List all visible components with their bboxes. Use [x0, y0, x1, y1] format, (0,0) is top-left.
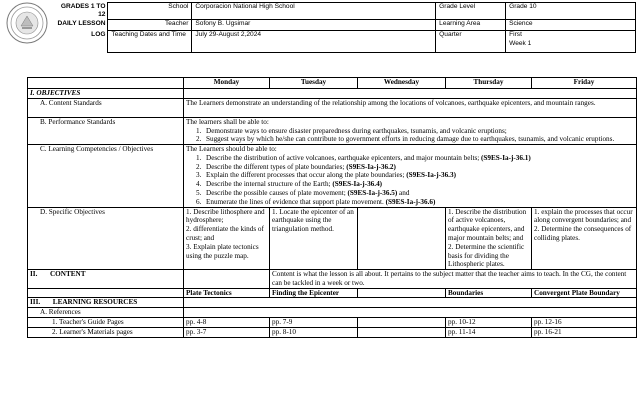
performance-standards-label: B. Performance Standards	[28, 117, 184, 144]
teacher-value: Sofony B. Ugsimar	[192, 20, 436, 31]
competencies-intro: The Learners should be able to:	[186, 145, 277, 154]
topic-wednesday	[358, 288, 446, 298]
teacher-label: Teacher	[108, 20, 192, 31]
day-header-monday: Monday	[184, 78, 270, 89]
topic-friday: Convergent Plate Boundary	[532, 288, 637, 298]
content-heading-blank	[184, 270, 270, 289]
dates-value: July 29-August 2,2024	[192, 31, 436, 53]
references-label: A. References	[28, 308, 184, 318]
competency-item: 5. Describe the possible causes of plate movement; (S9ES-Ia-j-36.5) and	[196, 189, 410, 198]
grade-level-value: Grade 10	[506, 3, 636, 20]
quarter-text: First	[509, 31, 522, 39]
objectives-heading-fill	[184, 89, 637, 99]
teachers-guide-monday: pp. 4-8	[184, 317, 270, 327]
day-header-tuesday: Tuesday	[270, 78, 358, 89]
learners-materials-tuesday: pp. 8-10	[270, 327, 358, 337]
competency-item: 4. Describe the internal structure of the Earth; (S9ES-Ia-j-36.4)	[196, 180, 383, 189]
competency-item: 2. Describe the different types of plate boundaries; (S9ES-Ia-j-36.2)	[196, 162, 396, 171]
dates-label: Teaching Dates and Time	[108, 31, 192, 53]
specific-objectives-label: D. Specific Objectives	[28, 207, 184, 269]
day-header-wednesday: Wednesday	[358, 78, 446, 89]
org-label: GRADES 1 TO 12	[60, 2, 106, 19]
quarter-label: Quarter	[436, 31, 506, 53]
teachers-guide-thursday: pp. 10-12	[446, 317, 532, 327]
performance-intro: The learners shall be able to:	[186, 117, 269, 126]
performance-item: 1. Demonstrate ways to ensure disaster preparedness during earthquakes, tsunamis, and volcanic eruptions;	[196, 126, 507, 135]
learners-materials-label: 2. Learner's Materials pages	[28, 327, 184, 337]
resources-heading-fill	[184, 298, 637, 308]
specific-objective-thursday: 1. Describe the distribution of active volcanoes, earthquake epicenters, and major mountain belts; and 2. Determine the scientific basis for dividing the Lithospheric plates.	[446, 207, 532, 269]
content-topics-blank	[28, 288, 184, 298]
competency-item: 3. Explain the different processes that occur along the plate boundaries; (S9ES-Ia-j-36.3)	[196, 171, 456, 180]
learners-materials-monday: pp. 3-7	[184, 327, 270, 337]
dll-header-table	[50, 2, 636, 53]
topic-monday: Plate Tectonics	[184, 288, 270, 298]
day-header-thursday: Thursday	[446, 78, 532, 89]
school-value: Corporacion National High School	[192, 3, 436, 20]
competencies-label: C. Learning Competencies / Objectives	[28, 145, 184, 207]
grade-level-label: Grade Level	[436, 3, 506, 20]
content-description: Content is what the lesson is all about. It pertains to the subject matter that the teacher aims to teach. In the CG, the content can be tackled in a week or two.	[270, 270, 637, 289]
content-standards-label: A. Content Standards	[28, 98, 184, 117]
topic-tuesday: Finding the Epicenter	[270, 288, 358, 298]
competencies-cell	[184, 145, 637, 207]
content-heading: II. CONTENT	[28, 270, 184, 289]
competency-item: 1. Describe the distribution of active volcanoes, earthquake epicenters, and major mountain belts; (S9ES-Ia-j-36.1)	[196, 153, 531, 162]
corner-cell	[28, 78, 184, 89]
learners-materials-friday: pp. 16-21	[532, 327, 637, 337]
teachers-guide-label: 1. Teacher's Guide Pages	[28, 317, 184, 327]
specific-objective-friday: 1. explain the processes that occur along convergent boundaries; and 2. Determine the consequences of colliding plates.	[532, 207, 637, 269]
objectives-heading: I. OBJECTIVES	[28, 89, 184, 99]
learning-area-label: Learning Area	[436, 20, 506, 31]
org-label-3: LOG	[91, 30, 106, 38]
dll-main-table	[27, 77, 637, 338]
day-header-friday: Friday	[532, 78, 637, 89]
table-row	[28, 317, 637, 327]
teachers-guide-wednesday	[358, 317, 446, 327]
deped-seal-logo	[6, 2, 48, 44]
specific-objective-tuesday: 1. Locate the epicenter of an earthquake using the triangulation method.	[270, 207, 358, 269]
quarter-value	[506, 31, 636, 53]
content-standards-text: The Learners demonstrate an understanding of the relationship among the locations of volcanoes, earthquake epicenters, and mountain ranges.	[184, 98, 637, 117]
resources-heading: III. LEARNING RESOURCES	[28, 298, 184, 308]
table-row	[28, 327, 637, 337]
learners-materials-wednesday	[358, 327, 446, 337]
specific-objective-monday: 1. Describe lithosphere and hydrosphere; 2. differentiate the kinds of crust; and 3. Explain plate tectonics using the puzzle map.	[184, 207, 270, 269]
school-label: School	[108, 3, 192, 20]
week-text: Week 1	[509, 39, 532, 47]
teachers-guide-tuesday: pp. 7-9	[270, 317, 358, 327]
specific-objective-wednesday	[358, 207, 446, 269]
performance-standards-cell	[184, 117, 637, 144]
performance-item: 2. Suggest ways by which he/she can contribute to government efforts in reducing damage due to earthquakes, tsunamis, and volcanic eruptions.	[196, 135, 615, 144]
topic-thursday: Boundaries	[446, 288, 532, 298]
org-label-2: DAILY LESSON	[57, 19, 106, 27]
learners-materials-thursday: pp. 11-14	[446, 327, 532, 337]
references-fill	[184, 308, 637, 318]
competency-item: 6. Enumerate the lines of evidence that support plate movement. (S9ES-Ia-j-36.6)	[196, 197, 436, 206]
teachers-guide-friday: pp. 12-16	[532, 317, 637, 327]
learning-area-value: Science	[506, 20, 636, 31]
